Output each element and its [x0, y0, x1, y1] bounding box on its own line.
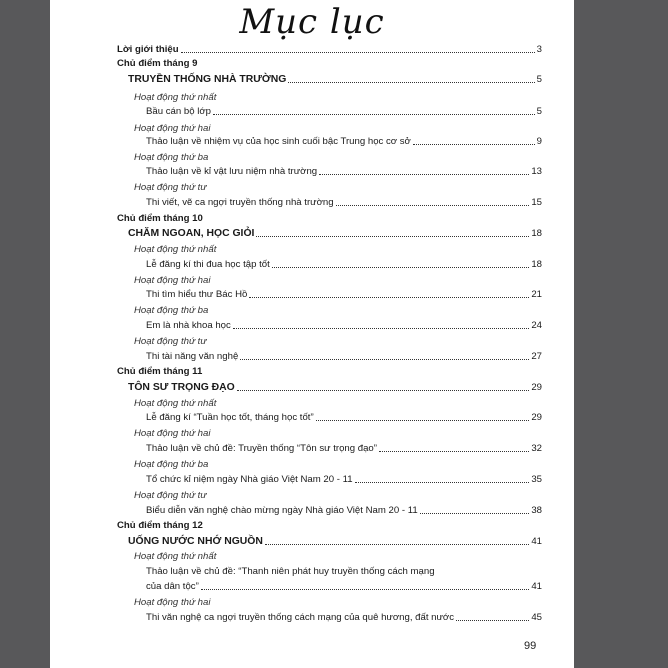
toc-entry: Biểu diễn văn nghệ chào mừng ngày Nhà giáo Việt Nam 20 - 11 38	[146, 505, 542, 516]
left-dark-border	[0, 0, 50, 668]
toc-activity-label: Hoạt động thứ nhất	[134, 92, 217, 103]
toc-activity-label: Hoạt động thứ hai	[134, 428, 211, 439]
toc-entry-continued: của dân tộc” 41	[146, 581, 542, 592]
toc-entry: Thi tài năng văn nghệ 27	[146, 351, 542, 362]
toc-entry: Bầu cán bộ lớp 5	[146, 106, 542, 117]
toc-activity-label: Hoạt động thứ tư	[134, 490, 207, 501]
toc-activity-label: Hoạt động thứ tư	[134, 182, 207, 193]
toc-page	[50, 0, 574, 668]
page-number: 99	[524, 640, 537, 652]
toc-activity-label: Hoạt động thứ hai	[134, 123, 211, 134]
toc-entry: Em là nhà khoa học 24	[146, 320, 542, 331]
toc-theme: TÔN SƯ TRỌNG ĐẠO 29	[128, 382, 542, 393]
toc-theme: TRUYỀN THỐNG NHÀ TRƯỜNG 5	[128, 74, 542, 85]
toc-entry: Thi viết, vẽ ca ngợi truyền thống nhà trường 15	[146, 197, 542, 208]
toc-entry-intro: Lời giới thiệu 3	[117, 44, 542, 55]
toc-entry: Tổ chức kỉ niệm ngày Nhà giáo Việt Nam 20 - 11 35	[146, 474, 542, 485]
toc-entry: Thảo luận về nhiệm vụ của học sinh cuối bậc Trung học cơ sở 9	[146, 136, 542, 147]
toc-month-heading: Chủ điểm tháng 12	[117, 520, 203, 531]
page-title: Mục lục	[239, 2, 385, 42]
toc-activity-label: Hoạt động thứ tư	[134, 336, 207, 347]
toc-month-heading: Chủ điểm tháng 9	[117, 58, 198, 69]
toc-entry: Thi tìm hiểu thư Bác Hồ 21	[146, 289, 542, 300]
right-dark-border	[574, 0, 668, 668]
toc-entry: Thảo luận về chủ đề: “Thanh niên phát huy truyền thống cách mạng	[146, 566, 435, 577]
toc-entry: Thảo luận về chủ đề: Truyền thống “Tôn sư trọng đạo” 32	[146, 443, 542, 454]
toc-activity-label: Hoạt động thứ ba	[134, 152, 209, 163]
toc-theme: CHĂM NGOAN, HỌC GIỎI 18	[128, 228, 542, 239]
toc-activity-label: Hoạt động thứ ba	[134, 305, 209, 316]
toc-theme: UỐNG NƯỚC NHỚ NGUỒN 41	[128, 536, 542, 547]
toc-activity-label: Hoạt động thứ nhất	[134, 244, 217, 255]
toc-month-heading: Chủ điểm tháng 10	[117, 213, 203, 224]
toc-activity-label: Hoạt động thứ ba	[134, 459, 209, 470]
toc-entry: Thi văn nghệ ca ngợi truyền thống cách mạng của quê hương, đất nước 45	[146, 612, 542, 623]
toc-activity-label: Hoạt động thứ hai	[134, 275, 211, 286]
toc-activity-label: Hoạt động thứ nhất	[134, 398, 217, 409]
toc-entry: Thảo luận về kỉ vật lưu niệm nhà trường 13	[146, 166, 542, 177]
toc-month-heading: Chủ điểm tháng 11	[117, 366, 203, 377]
toc-activity-label: Hoạt động thứ hai	[134, 597, 211, 608]
toc-activity-label: Hoạt động thứ nhất	[134, 551, 217, 562]
toc-entry: Lễ đăng kí thi đua học tập tốt 18	[146, 259, 542, 270]
toc-entry: Lễ đăng kí “Tuần học tốt, tháng học tốt” 29	[146, 412, 542, 423]
